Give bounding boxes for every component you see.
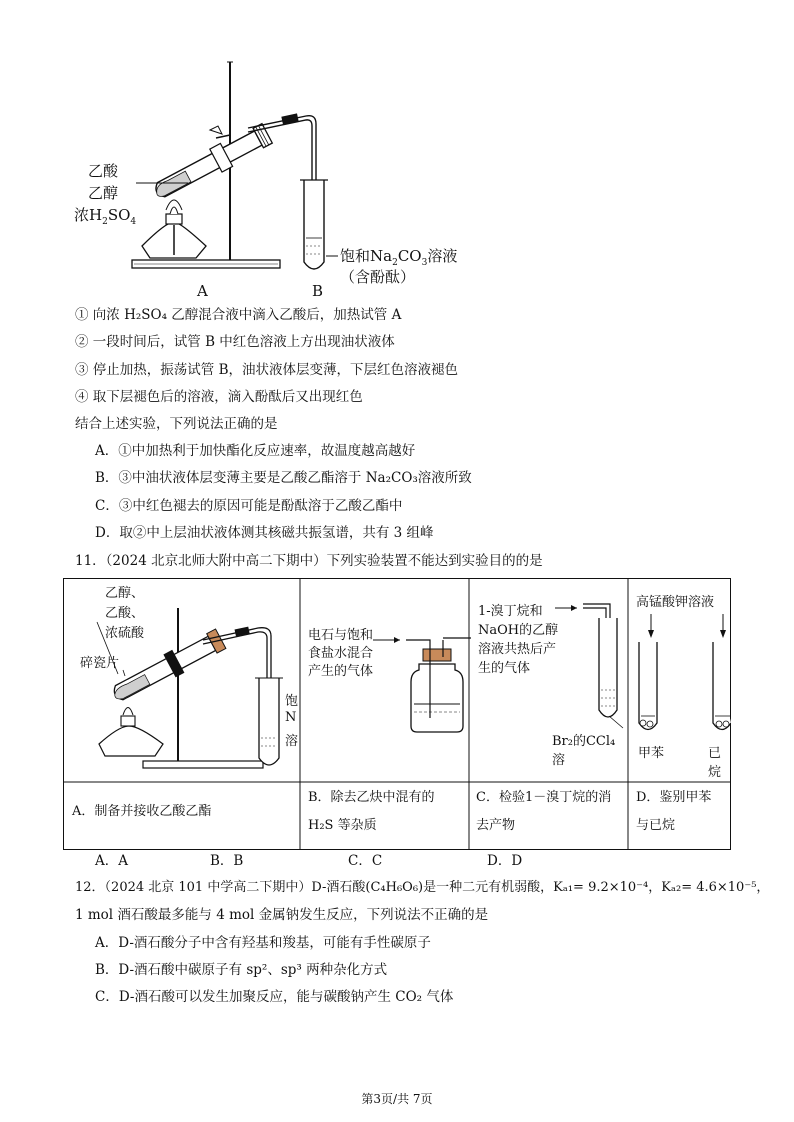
- panel-d-toluene: 甲苯: [638, 746, 665, 761]
- caption-b-1: B．除去乙炔中混有的: [308, 790, 435, 805]
- q11-choice-b: B．B: [210, 853, 244, 869]
- panel-b-label-1: 电石与饱和: [308, 628, 374, 643]
- panel-b-label-2: 食盐水混合: [308, 646, 374, 661]
- step-1: ① 向浓 H₂SO₄ 乙醇混合液中滴入乙酸后，加热试管 A: [75, 307, 402, 323]
- label-phenolphthalein: （含酚酞）: [340, 268, 416, 286]
- panel-a-label-ethanol: 乙醇、: [105, 586, 145, 601]
- caption-b-2: H₂S 等杂质: [308, 818, 377, 833]
- panel-b-label-3: 产生的气体: [308, 664, 374, 679]
- q11-stem: 11．（2024 北京北师大附中高二下期中）下列实验装置不能达到实验目的的是: [75, 553, 543, 569]
- q10-option-b: B．③中油状液体层变薄主要是乙酸乙酯溶于 Na₂CO₃溶液所致: [95, 470, 472, 486]
- q11-choice-c: C．C: [348, 853, 383, 869]
- label-acetic-acid: 乙酸: [88, 162, 119, 180]
- q12-stem-line-2: 1 mol 酒石酸最多能与 4 mol 金属钠发生反应，下列说法不正确的是: [75, 907, 489, 923]
- panel-c-reagent: Br₂的CCl₄溶: [552, 734, 616, 768]
- page-footer: 第3页/共 7页: [361, 1092, 433, 1106]
- panel-a-label-acetic: 乙酸、: [105, 606, 145, 621]
- caption-d-2: 与已烷: [636, 818, 676, 833]
- panel-d-hexane: 已烷: [708, 746, 722, 780]
- label-sulfuric-acid: 浓$H_2SO_4$: [74, 206, 137, 227]
- q10-option-c: C．③中红色褪去的原因可能是酚酞溶于乙酸乙酯中: [95, 498, 403, 514]
- caption-a: A．制备并接收乙酸乙酯: [72, 804, 212, 819]
- panel-a-cut-1: 饱: [285, 694, 299, 709]
- panel-a-label-porcelain: 碎瓷片: [80, 656, 120, 671]
- caption-d-1: D．鉴别甲苯: [636, 790, 712, 805]
- panel-c-label-2: NaOH的乙醇: [478, 623, 559, 638]
- q10-option-d: D．取②中上层油状液体测其核磁共振氢谱，共有 3 组峰: [95, 525, 434, 541]
- q10-stem: 结合上述实验，下列说法正确的是: [75, 416, 278, 432]
- panel-c-label-1: 1-溴丁烷和: [478, 604, 543, 619]
- label-sodium-carbonate: 饱和$Na_2CO_3$溶液: [340, 247, 458, 268]
- caption-c-2: 去产物: [476, 818, 516, 833]
- label-ethanol: 乙醇: [88, 184, 119, 202]
- step-2: ② 一段时间后，试管 B 中红色溶液上方出现油状液体: [75, 334, 395, 350]
- q11-choice-d: D．D: [487, 853, 523, 869]
- panel-c-label-4: 生的气体: [478, 661, 531, 676]
- q12-option-c: C．D-酒石酸可以发生加聚反应，能与碳酸钠产生 CO₂ 气体: [95, 989, 454, 1005]
- panel-c-label-3: 溶液共热后产: [478, 642, 557, 657]
- caption-c-1: C．检验1－溴丁烷的消: [476, 790, 612, 805]
- panel-d-title: 高锰酸钾溶液: [636, 595, 715, 610]
- q12-option-a: A．D-酒石酸分子中含有羟基和羧基，可能有手性碳原子: [95, 935, 431, 951]
- q10-option-a: A．①中加热利于加快酯化反应速率，故温度越高越好: [95, 443, 416, 459]
- panel-a-cut-3: 溶: [285, 734, 299, 749]
- q11-choice-a: A．A: [95, 853, 128, 869]
- q12-option-b: B．D-酒石酸中碳原子有 sp²、sp³ 两种杂化方式: [95, 962, 388, 978]
- step-4: ④ 取下层褪色后的溶液，滴入酚酞后又出现红色: [75, 389, 363, 405]
- label-tube-b: B: [312, 282, 324, 300]
- q12-stem-line-1: 12．（2024 北京 101 中学高二下期中）D-酒石酸(C₄H₆O₆)是一种二元有机弱酸，Kₐ₁= 9.2×10⁻⁴，Kₐ₂= 4.6×10⁻⁵，: [75, 880, 770, 895]
- label-tube-a: A: [197, 282, 208, 300]
- panel-a-label-sulfuric: 浓硫酸: [105, 626, 145, 641]
- step-3: ③ 停止加热，振荡试管 B，油状液体层变薄，下层红色溶液褪色: [75, 362, 459, 378]
- panel-a-cut-2: N: [285, 710, 297, 725]
